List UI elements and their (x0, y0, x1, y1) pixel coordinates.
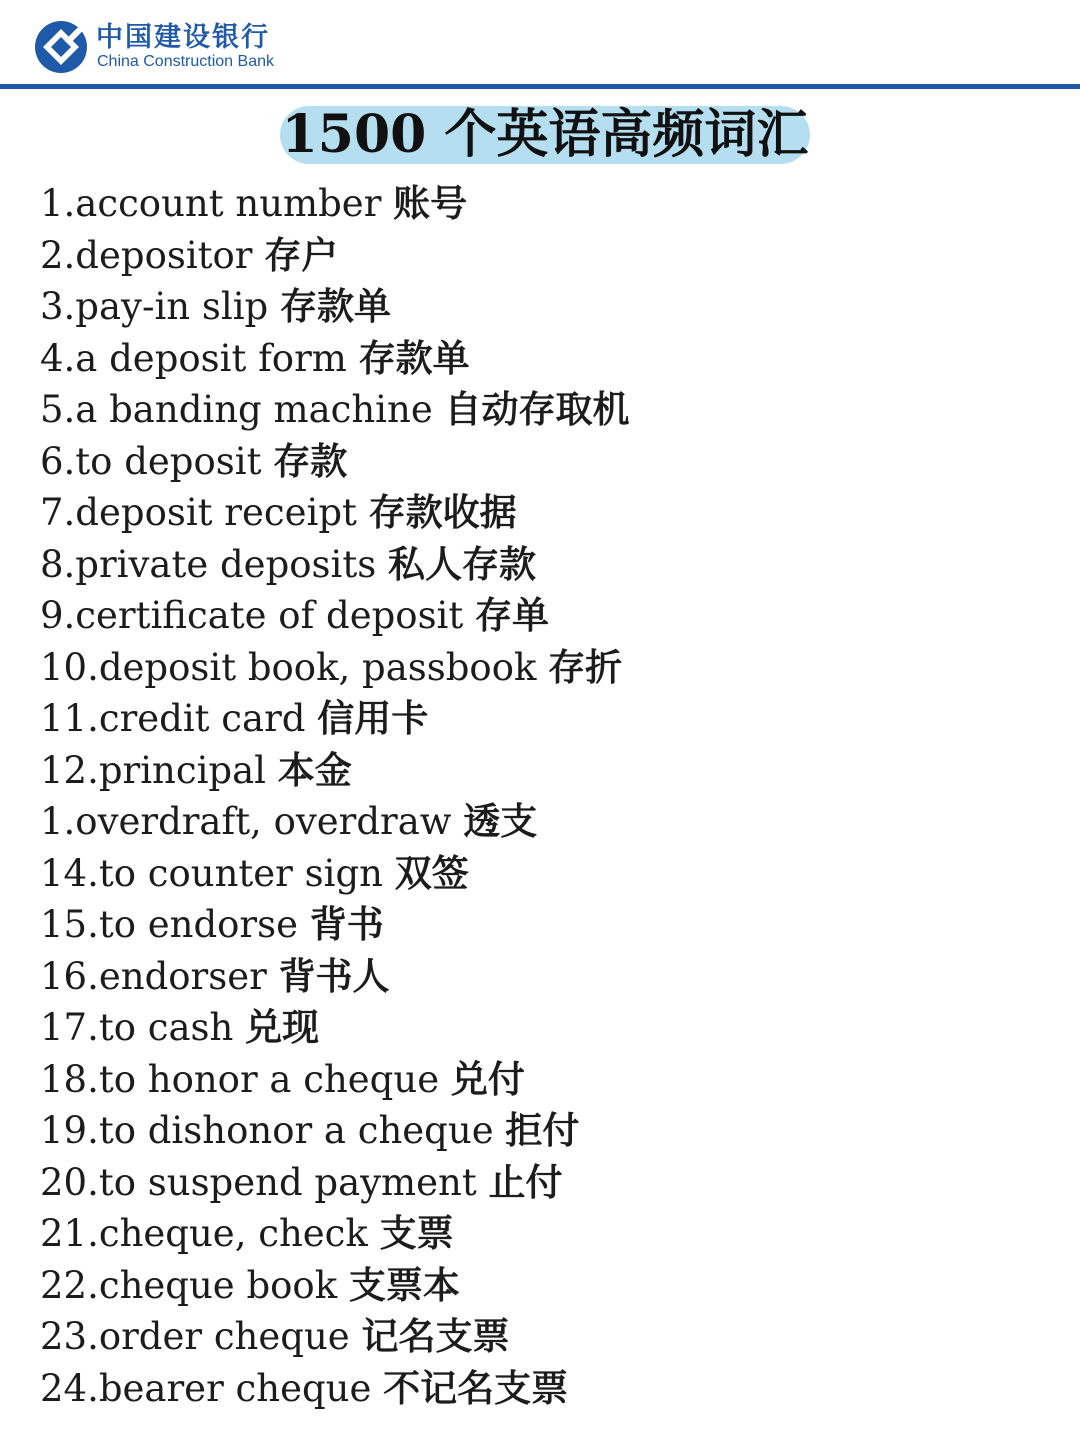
vocab-chinese: 支票本 (348, 1262, 460, 1307)
vocab-item (40, 899, 1040, 951)
page-title: 1500 个英语高频词汇 (281, 104, 809, 165)
vocab-item (40, 1208, 1040, 1260)
vocab-english: 22.cheque book (40, 1263, 338, 1307)
vocab-item (40, 848, 1040, 900)
vocab-item (40, 1260, 1040, 1312)
vocab-english: 3.pay-in slip (40, 285, 269, 328)
vocab-chinese: 自动存取机 (444, 387, 630, 431)
vocab-item (40, 642, 1040, 694)
vocab-item (40, 436, 1040, 488)
vocab-chinese: 止付 (488, 1159, 563, 1204)
vocab-english: 24.bearer cheque (40, 1366, 372, 1410)
vocab-english: 18.to honor a cheque (40, 1057, 440, 1101)
vocab-english: 16.endorser (40, 954, 267, 998)
vocab-chinese: 双签 (394, 850, 469, 895)
vocab-chinese: 背书 (309, 902, 384, 946)
bank-name-cn: 中国建设银行 (96, 22, 270, 53)
vocab-item (40, 1002, 1040, 1054)
vocab-english: 15.to endorse (40, 903, 299, 946)
header (0, 0, 1080, 88)
vocab-chinese: 兑付 (450, 1056, 525, 1101)
vocab-chinese: 透支 (463, 799, 538, 843)
vocab-english: 9.certificate of deposit (40, 594, 464, 637)
vocab-chinese: 账号 (393, 181, 468, 225)
vocab-chinese: 存款 (273, 438, 348, 483)
vocab-english: 6.to deposit (40, 439, 262, 483)
header-divider (0, 84, 1080, 89)
vocab-english: 5.a banding machine (40, 388, 433, 431)
vocab-chinese: 不记名支票 (383, 1365, 569, 1410)
vocab-item (40, 384, 1040, 436)
vocab-english: 4.a deposit form (40, 336, 347, 380)
vocab-english: 7.deposit receipt (40, 491, 357, 534)
vocab-chinese: 存单 (475, 593, 550, 637)
vocab-english: 8.private deposits (40, 542, 377, 586)
vocab-chinese: 存户 (264, 232, 339, 277)
vocab-list (40, 178, 1040, 1414)
vocab-item (40, 178, 1040, 230)
vocab-chinese: 存折 (548, 644, 623, 689)
vocab-chinese: 背书人 (278, 953, 390, 998)
vocab-item (40, 796, 1040, 848)
vocab-english: 10.deposit book, passbook (40, 645, 537, 689)
vocab-chinese: 兑现 (245, 1005, 320, 1049)
vocab-chinese: 本金 (277, 747, 352, 792)
vocab-english: 12.principal (40, 748, 267, 792)
vocab-english: 1.account number (40, 182, 382, 225)
vocab-english: 23.order cheque (40, 1315, 350, 1358)
vocab-chinese: 信用卡 (317, 696, 429, 740)
vocab-chinese: 私人存款 (387, 541, 536, 586)
vocab-english: 1.overdraft, overdraw (40, 800, 452, 843)
vocab-item (40, 1311, 1040, 1363)
vocab-item (40, 1157, 1040, 1209)
vocab-english: 20.to suspend payment (40, 1160, 477, 1204)
vocab-item (40, 539, 1040, 591)
vocab-item (40, 230, 1040, 282)
vocab-english: 17.to cash (40, 1006, 234, 1049)
vocab-item (40, 951, 1040, 1003)
ccb-logo-icon (34, 20, 88, 74)
vocab-chinese: 拒付 (505, 1108, 580, 1152)
vocab-english: 2.depositor (40, 233, 253, 277)
vocab-chinese: 支票 (379, 1211, 454, 1255)
vocab-item (40, 693, 1040, 745)
vocab-english: 11.credit card (40, 697, 306, 740)
vocab-item (40, 333, 1040, 385)
vocab-chinese: 记名支票 (361, 1314, 510, 1358)
vocab-english: 21.cheque, check (40, 1212, 368, 1255)
title-block (280, 100, 810, 170)
vocab-item (40, 1363, 1040, 1415)
vocab-english: 19.to dishonor a cheque (40, 1109, 494, 1152)
vocab-chinese: 存款收据 (368, 490, 517, 534)
bank-name-en: China Construction Bank (97, 53, 274, 70)
vocab-item (40, 487, 1040, 539)
vocab-item (40, 745, 1040, 797)
vocab-chinese: 存款单 (358, 335, 470, 380)
vocab-item (40, 590, 1040, 642)
vocab-item (40, 1054, 1040, 1106)
vocab-item (40, 281, 1040, 333)
vocab-english: 14.to counter sign (40, 851, 383, 895)
vocab-chinese: 存款单 (279, 284, 391, 328)
vocab-item (40, 1105, 1040, 1157)
